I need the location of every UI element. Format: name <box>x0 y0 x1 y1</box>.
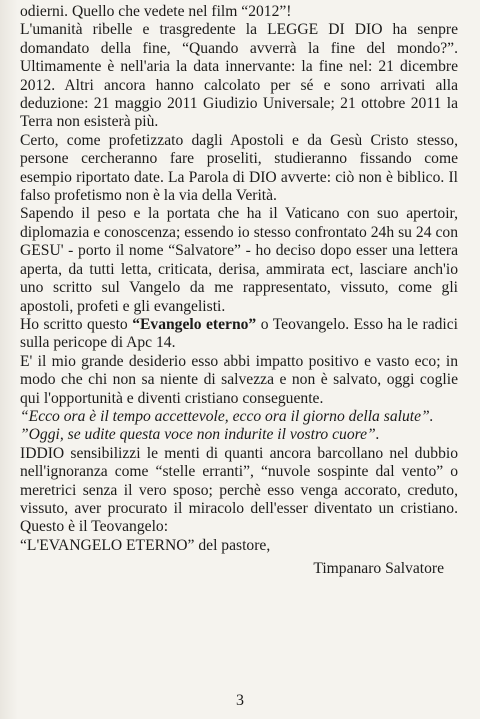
paragraph-prophecy: Certo, come profetizzato dagli Apostoli e da Gesù Cristo stesso, persone cercheranno fare proseliti, studieranno fissando come esempio riportato date. La Parola di DIO avverte: ciò non è biblico. Il falso profetismo non è la via della Verità. <box>20 131 458 205</box>
paragraph-desire: E' il mio grande desiderio esso abbi impatto positivo e vasto eco; in modo che chi non sa niente di salvezza e non è salvato, oggi coglie qui l'opportunità e diventi cristiano conseguente. <box>20 352 458 407</box>
evangelo-lead-text: Ho scritto questo <box>20 315 133 333</box>
paragraph-humanity: L'umanità ribelle e trasgredente la LEGGE DI DIO ha senpre domandato della fine, “Quando avverrà la fine del mondo?”. Ultimamente è nell'aria la data innervante: la fine nel: 21 dicembre 2012. Altri ancora hanno calcolato per sé e sono arrivati alla deduzione: 21 maggio 2011 Giudizio Universale; 21 ottobre 2011 la Terra non esisterà più. <box>20 21 458 131</box>
page-number: 3 <box>236 692 244 709</box>
quote-today: ”Oggi, se udite questa voce non indurite il vostro cuore”. <box>20 426 380 444</box>
paragraph-evangelo <box>20 316 458 353</box>
quote-salvation: “Ecco ora è il tempo accettevole, ecco ora il giorno della salute”. <box>20 407 434 425</box>
author-signature: Timpanaro Salvatore <box>313 560 444 578</box>
evangelo-title: “Evangelo eterno” <box>132 315 257 333</box>
paragraph-vatican: Sapendo il peso e la portata che ha il Vaticano con suo apertoir, diplomazia e conoscenza; essendo io stesso confrontato 24h su 24 con GESU' - porto il nome “Salvatore” - ho deciso dopo esser una lettera aperta, da tutti letta, criticata, derisa, ammirata ect, lasciare anch'io uno scritto sul Vangelo da me rappresentato, vissuto, come gli apostoli, profeti e gli evangelisti. <box>20 205 458 315</box>
evangelo-trail-text: o Teovangelo. Esso ha le radici sulla pericope di Apc 14. <box>20 315 458 352</box>
paragraph-intro: odierni. Quello che vedete nel film “2012”! <box>20 3 292 20</box>
paragraph-closing: “L'EVANGELO ETERNO” del pastore, <box>20 536 271 554</box>
paragraph-iddio: IDDIO sensibilizzi le menti di quanti ancora barcollano nel dubbio nell'ignoranza come “stelle erranti”, “nuvole sospinte dal vento” o meretrici senza il vero sposo; perchè esso venga accorato, creduto, vissuto, aver procurato il miracolo dell'esser diventato un cristiano. Questo è il Teovangelo: <box>20 444 458 536</box>
